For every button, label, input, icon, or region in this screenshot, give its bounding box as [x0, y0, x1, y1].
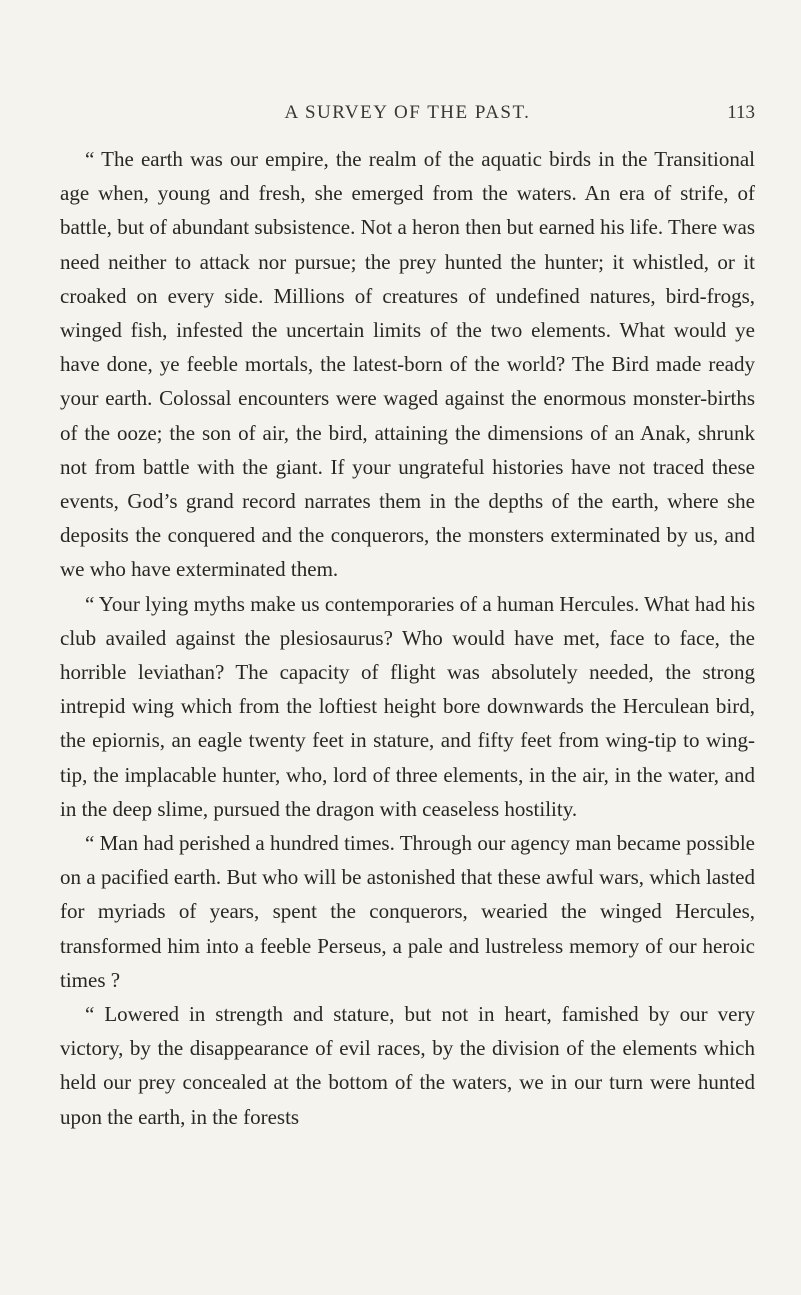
paragraph: “ Man had perished a hundred times. Through our agency man became possible on a pacified earth. But who will be astonished that these awful wars, which lasted for myriads of years, spent the conquerors, wearied the winged Hercules, transformed him into a feeble Perseus, a pale and lustreless memory of our heroic times ?: [60, 831, 755, 992]
running-title: A SURVEY OF THE PAST.: [284, 102, 531, 123]
running-head: [60, 102, 755, 132]
paragraph: “ Lowered in strength and stature, but not in heart, famished by our very victory, by the disappearance of evil races, by the division of the elements which held our prey concealed at the bottom of the waters, we in our turn were hunted upon the earth, in the forests: [60, 1002, 755, 1129]
page-number: 113: [727, 102, 755, 123]
body-text: [60, 142, 755, 1134]
paragraph: “ The earth was our empire, the realm of the aquatic birds in the Transitional age when, young and fresh, she emerged from the waters. An era of strife, of battle, but of abundant subsistence. Not a heron then but earned his life. There was need neither to attack nor pursue; the prey hunted the hunter; it whistled, or it croaked on every side. Millions of creatures of undefined natures, bird-frogs, winged fish, infested the uncertain limits of the two elements. What would ye have done, ye feeble mortals, the latest-born of the world? The Bird made ready your earth. Colossal encounters were waged against the enormous monster-births of the ooze; the son of air, the bird, attaining the dimensions of an Anak, shrunk not from battle with the giant. If your ungrateful histories have not traced these events, God’s grand record narrates them in the depths of the earth, where she deposits the conquered and the conquerors, the monsters exterminated by us, and we who have exterminated them.: [60, 147, 755, 582]
paragraph: “ Your lying myths make us contemporaries of a human Hercules. What had his club availed against the plesiosaurus? Who would have met, face to face, the horrible leviathan? The capacity of flight was absolutely needed, the strong intrepid wing which from the loftiest height bore downwards the Herculean bird, the epiornis, an eagle twenty feet in stature, and fifty feet from wing-tip to wing-tip, the implacable hunter, who, lord of three elements, in the air, in the water, and in the deep slime, pursued the dragon with ceaseless hostility.: [60, 591, 755, 821]
